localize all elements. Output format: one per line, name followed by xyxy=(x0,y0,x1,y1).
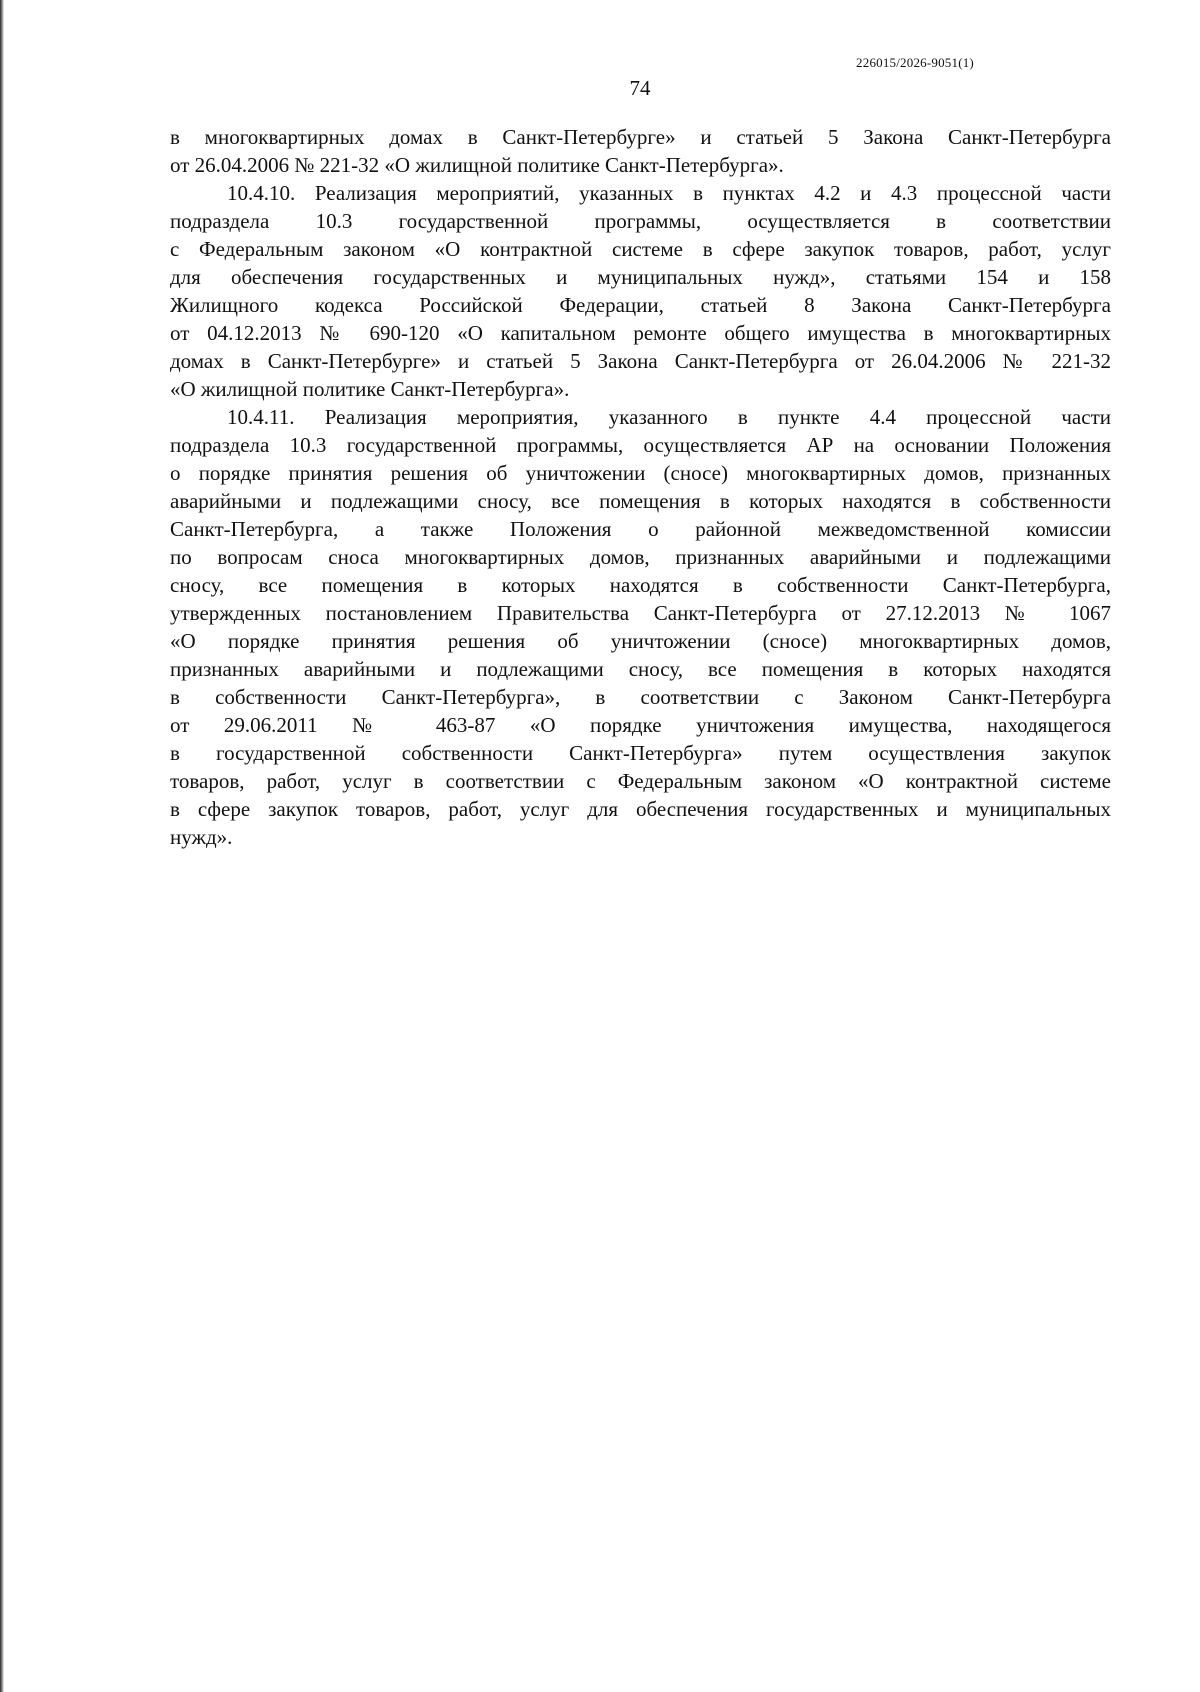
text-line: в многоквартирных домах в Санкт-Петербурге» и статьей 5 Закона Санкт-Петербурга xyxy=(170,125,1111,149)
paragraph xyxy=(170,403,1111,851)
text-line: аварийными и подлежащими сносу, все помещения в которых находятся в собственности xyxy=(170,489,1111,513)
text-line: 10.4.10. Реализация мероприятий, указанных в пунктах 4.2 и 4.3 процессной части xyxy=(227,181,1111,205)
document-body xyxy=(170,123,1111,851)
document-id: 226015/2026-9051(1) xyxy=(856,55,974,70)
text-line: подраздела 10.3 государственной программы, осуществляется в соответствии xyxy=(170,209,1111,233)
text-line: сносу, все помещения в которых находятся в собственности Санкт-Петербурга, xyxy=(170,573,1111,597)
text-line: от 29.06.2011 № 463-87 «О порядке уничтожения имущества, находящегося xyxy=(170,713,1111,737)
text-line: нужд». xyxy=(170,825,233,849)
text-line: в сфере закупок товаров, работ, услуг для обеспечения государственных и муниципальных xyxy=(170,797,1111,821)
text-line: для обеспечения государственных и муниципальных нужд», статьями 154 и 158 xyxy=(170,265,1111,289)
text-line: Жилищного кодекса Российской Федерации, статьей 8 Закона Санкт-Петербурга xyxy=(170,293,1111,317)
text-line: от 04.12.2013 № 690-120 «О капитальном ремонте общего имущества в многоквартирных xyxy=(170,321,1111,345)
text-line: Санкт-Петербурга, а также Положения о районной межведомственной комиссии xyxy=(170,517,1111,541)
text-line: домах в Санкт-Петербурге» и статьей 5 Закона Санкт-Петербурга от 26.04.2006 № 221-32 xyxy=(170,349,1111,373)
text-line: по вопросам сноса многоквартирных домов, признанных аварийными и подлежащими xyxy=(170,545,1111,569)
text-line: от 26.04.2006 № 221-32 «О жилищной политике Санкт-Петербурга». xyxy=(170,153,784,177)
text-line: утвержденных постановлением Правительства Санкт-Петербурга от 27.12.2013 № 1067 xyxy=(170,601,1111,625)
text-line: «О жилищной политике Санкт-Петербурга». xyxy=(170,377,570,401)
paragraph xyxy=(170,123,1111,179)
text-line: в государственной собственности Санкт-Петербурга» путем осуществления закупок xyxy=(170,741,1111,765)
text-line: признанных аварийными и подлежащими сносу, все помещения в которых находятся xyxy=(170,657,1111,681)
scan-edge-shadow xyxy=(0,0,4,1692)
text-line: о порядке принятия решения об уничтожении (сносе) многоквартирных домов, признанных xyxy=(170,461,1111,485)
text-line: 10.4.11. Реализация мероприятия, указанного в пункте 4.4 процессной части xyxy=(227,405,1111,429)
text-line: «О порядке принятия решения об уничтожении (сносе) многоквартирных домов, xyxy=(170,629,1111,653)
text-line: в собственности Санкт-Петербурга», в соответствии с Законом Санкт-Петербурга xyxy=(170,685,1111,709)
page-number: 74 xyxy=(629,76,651,100)
text-line: подраздела 10.3 государственной программы, осуществляется АР на основании Положения xyxy=(170,433,1111,457)
paragraph xyxy=(170,179,1111,403)
text-line: с Федеральным законом «О контрактной системе в сфере закупок товаров, работ, услуг xyxy=(170,237,1111,261)
text-line: товаров, работ, услуг в соответствии с Федеральным законом «О контрактной системе xyxy=(170,769,1111,793)
